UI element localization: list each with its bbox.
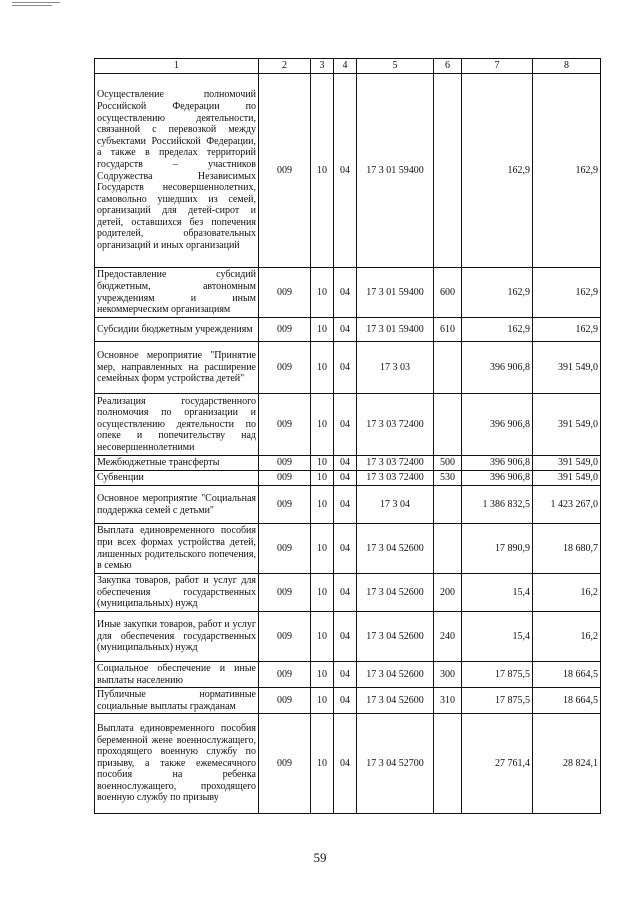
target-article-code: 17 3 01 59400: [357, 74, 434, 268]
expense-type-code: [434, 342, 462, 394]
subsection-code: 04: [334, 524, 357, 574]
section-code: 10: [311, 471, 334, 486]
grbs-code: 009: [259, 662, 311, 688]
amount-year-1: 17 875,5: [462, 662, 533, 688]
target-article-code: 17 3 03 72400: [357, 394, 434, 456]
column-header: 1: [95, 59, 259, 74]
grbs-code: 009: [259, 318, 311, 342]
column-header: 4: [334, 59, 357, 74]
target-article-code: 17 3 03 72400: [357, 471, 434, 486]
grbs-code: 009: [259, 486, 311, 524]
expense-type-code: [434, 486, 462, 524]
target-article-code: 17 3 04 52600: [357, 574, 434, 612]
table-row: [95, 612, 601, 662]
column-header: 8: [533, 59, 601, 74]
subsection-code: 04: [334, 688, 357, 714]
target-article-code: 17 3 01 59400: [357, 268, 434, 318]
grbs-code: 009: [259, 394, 311, 456]
subsection-code: 04: [334, 714, 357, 814]
table-row: [95, 574, 601, 612]
amount-year-2: 391 549,0: [533, 342, 601, 394]
expense-name: Предоставление субсидий бюджетным, автономным учреждениям и иным некоммерческим организациям: [95, 268, 259, 318]
table-row: [95, 471, 601, 486]
grbs-code: 009: [259, 714, 311, 814]
column-header: 3: [311, 59, 334, 74]
expense-name: Субвенции: [95, 471, 259, 486]
target-article-code: 17 3 04 52700: [357, 714, 434, 814]
amount-year-1: 162,9: [462, 268, 533, 318]
subsection-code: 04: [334, 456, 357, 471]
page-number: 59: [313, 850, 327, 865]
subsection-code: 04: [334, 612, 357, 662]
table-row: [95, 456, 601, 471]
target-article-code: 17 3 04 52600: [357, 612, 434, 662]
amount-year-2: 162,9: [533, 268, 601, 318]
target-article-code: 17 3 03: [357, 342, 434, 394]
expense-name: Иные закупки товаров, работ и услуг для обеспечения государственных (муниципальных) нужд: [95, 612, 259, 662]
amount-year-1: 17 875,5: [462, 688, 533, 714]
amount-year-2: 391 549,0: [533, 394, 601, 456]
section-code: 10: [311, 318, 334, 342]
amount-year-1: 162,9: [462, 318, 533, 342]
expense-name: Основное мероприятие "Социальная поддержка семей с детьми": [95, 486, 259, 524]
grbs-code: 009: [259, 342, 311, 394]
scan-edge-mark: [12, 5, 52, 6]
table-row: [95, 268, 601, 318]
amount-year-2: 162,9: [533, 74, 601, 268]
section-code: 10: [311, 688, 334, 714]
amount-year-2: 18 680,7: [533, 524, 601, 574]
table-header-row: [95, 59, 601, 74]
amount-year-1: 162,9: [462, 74, 533, 268]
grbs-code: 009: [259, 524, 311, 574]
expense-type-code: 310: [434, 688, 462, 714]
expense-type-code: [434, 74, 462, 268]
expense-type-code: 610: [434, 318, 462, 342]
expense-name: Публичные нормативные социальные выплаты гражданам: [95, 688, 259, 714]
expense-type-code: 240: [434, 612, 462, 662]
grbs-code: 009: [259, 74, 311, 268]
grbs-code: 009: [259, 268, 311, 318]
grbs-code: 009: [259, 612, 311, 662]
amount-year-2: 16,2: [533, 574, 601, 612]
grbs-code: 009: [259, 471, 311, 486]
target-article-code: 17 3 04: [357, 486, 434, 524]
column-header: 2: [259, 59, 311, 74]
expense-name: Осуществление полномочий Российской Федерации по осуществлению деятельности, связанной с перевозкой между субъектами Российской Федерации, а также в пределах территорий государств – участников Содружества Независимых Государств несовершеннолетних, самовольно ушедших из семей, организаций для детей-сирот и детей, оставшихся без попечения родителей, образовательных организаций и иных организаций: [95, 74, 259, 268]
section-code: 10: [311, 394, 334, 456]
table-row: [95, 342, 601, 394]
expense-name: Субсидии бюджетным учреждениям: [95, 318, 259, 342]
subsection-code: 04: [334, 268, 357, 318]
amount-year-1: 396 906,8: [462, 394, 533, 456]
table-row: [95, 524, 601, 574]
amount-year-2: 18 664,5: [533, 688, 601, 714]
subsection-code: 04: [334, 662, 357, 688]
expense-name: Закупка товаров, работ и услуг для обеспечения государственных (муниципальных) нужд: [95, 574, 259, 612]
scan-edge-mark: [12, 2, 60, 3]
amount-year-1: 15,4: [462, 612, 533, 662]
subsection-code: 04: [334, 471, 357, 486]
column-header: 6: [434, 59, 462, 74]
table-row: [95, 714, 601, 814]
amount-year-2: 18 664,5: [533, 662, 601, 688]
amount-year-1: 17 890,9: [462, 524, 533, 574]
section-code: 10: [311, 456, 334, 471]
section-code: 10: [311, 524, 334, 574]
table-row: [95, 688, 601, 714]
section-code: 10: [311, 714, 334, 814]
expense-type-code: [434, 714, 462, 814]
expense-type-code: 600: [434, 268, 462, 318]
section-code: 10: [311, 574, 334, 612]
expense-type-code: [434, 394, 462, 456]
expense-name: Выплата единовременного пособия при всех формах устройства детей, лишенных родительского попечения, в семью: [95, 524, 259, 574]
table-row: [95, 318, 601, 342]
subsection-code: 04: [334, 74, 357, 268]
subsection-code: 04: [334, 486, 357, 524]
subsection-code: 04: [334, 394, 357, 456]
expense-type-code: 200: [434, 574, 462, 612]
expense-type-code: 500: [434, 456, 462, 471]
amount-year-1: 15,4: [462, 574, 533, 612]
amount-year-2: 162,9: [533, 318, 601, 342]
amount-year-2: 1 423 267,0: [533, 486, 601, 524]
section-code: 10: [311, 486, 334, 524]
target-article-code: 17 3 04 52600: [357, 662, 434, 688]
amount-year-1: 27 761,4: [462, 714, 533, 814]
column-header: 7: [462, 59, 533, 74]
expense-name: Основное мероприятие "Принятие мер, направленных на расширение семейных форм устройства детей": [95, 342, 259, 394]
amount-year-2: 391 549,0: [533, 456, 601, 471]
table-row: [95, 662, 601, 688]
section-code: 10: [311, 74, 334, 268]
section-code: 10: [311, 612, 334, 662]
amount-year-2: 16,2: [533, 612, 601, 662]
amount-year-1: 1 386 832,5: [462, 486, 533, 524]
expense-name: Выплата единовременного пособия беременной жене военнослужащего, проходящего военную службу по призыву, а также ежемесячного пособия на ребенка военнослужащего, проходящего военную службу по призыву: [95, 714, 259, 814]
grbs-code: 009: [259, 688, 311, 714]
target-article-code: 17 3 04 52600: [357, 688, 434, 714]
subsection-code: 04: [334, 342, 357, 394]
table-row: [95, 74, 601, 268]
expense-type-code: 300: [434, 662, 462, 688]
amount-year-1: 396 906,8: [462, 456, 533, 471]
section-code: 10: [311, 342, 334, 394]
amount-year-2: 28 824,1: [533, 714, 601, 814]
subsection-code: 04: [334, 574, 357, 612]
expense-name: Межбюджетные трансферты: [95, 456, 259, 471]
expense-name: Социальное обеспечение и иные выплаты населению: [95, 662, 259, 688]
amount-year-1: 396 906,8: [462, 471, 533, 486]
column-header: 5: [357, 59, 434, 74]
subsection-code: 04: [334, 318, 357, 342]
section-code: 10: [311, 268, 334, 318]
target-article-code: 17 3 01 59400: [357, 318, 434, 342]
expense-type-code: [434, 524, 462, 574]
grbs-code: 009: [259, 456, 311, 471]
target-article-code: 17 3 03 72400: [357, 456, 434, 471]
amount-year-1: 396 906,8: [462, 342, 533, 394]
budget-table: [94, 58, 601, 814]
grbs-code: 009: [259, 574, 311, 612]
target-article-code: 17 3 04 52600: [357, 524, 434, 574]
table-row: [95, 486, 601, 524]
table-row: [95, 394, 601, 456]
amount-year-2: 391 549,0: [533, 471, 601, 486]
section-code: 10: [311, 662, 334, 688]
expense-name: Реализация государственного полномочия по организации и осуществлению деятельности по опеке и попечительству над несовершеннолетними: [95, 394, 259, 456]
expense-type-code: 530: [434, 471, 462, 486]
